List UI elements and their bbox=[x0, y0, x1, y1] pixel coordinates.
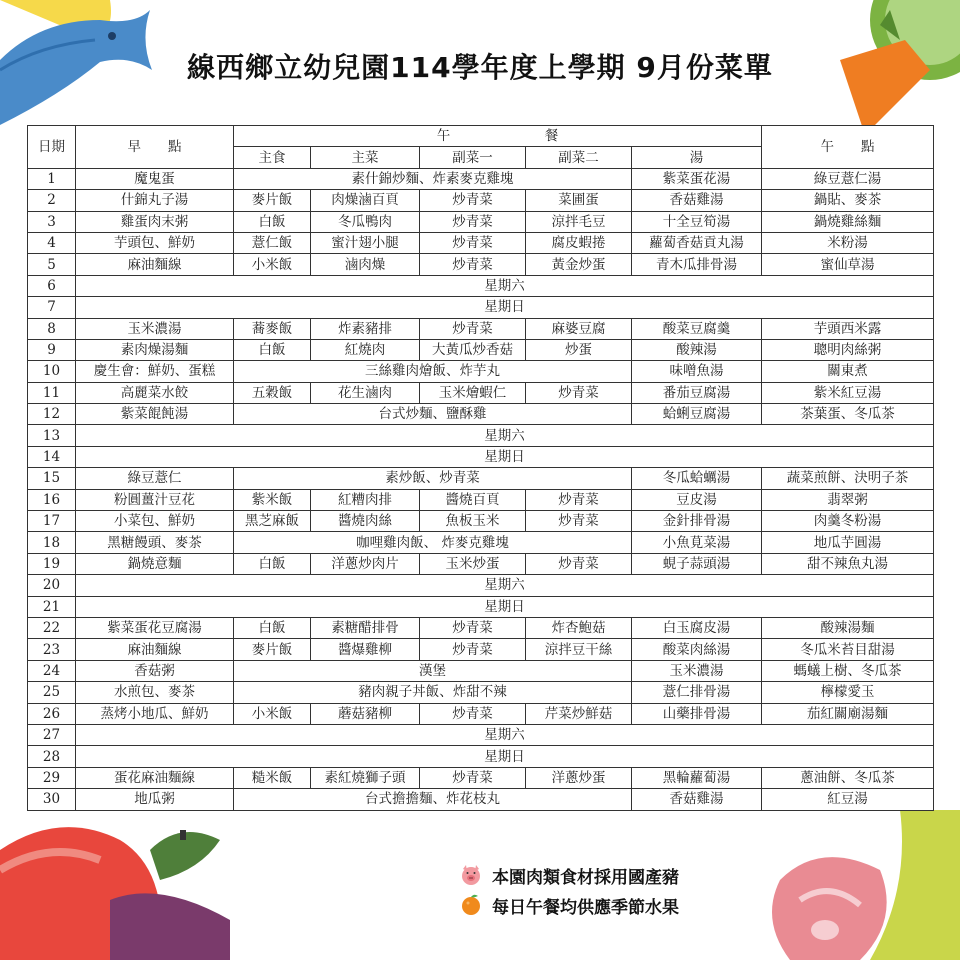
side-dish1-cell: 醬燒百頁 bbox=[420, 489, 526, 510]
menu-row bbox=[28, 639, 934, 660]
breakfast-cell: 慶生會：鮮奶、蛋糕 bbox=[76, 361, 234, 382]
soup-cell: 薏仁排骨湯 bbox=[632, 682, 762, 703]
main-dish-cell: 滷肉燥 bbox=[311, 254, 420, 275]
soup-cell: 酸菜豆腐羹 bbox=[632, 318, 762, 339]
weekend-cell: 星期日 bbox=[76, 446, 934, 467]
soup-cell: 黑輪蘿蔔湯 bbox=[632, 767, 762, 788]
staple-cell: 麥片飯 bbox=[234, 639, 311, 660]
date-cell: 10 bbox=[28, 361, 76, 382]
header-side2: 副菜二 bbox=[526, 147, 632, 168]
soup-cell: 香菇雞湯 bbox=[632, 190, 762, 211]
staple-cell: 黑芝麻飯 bbox=[234, 511, 311, 532]
orange-icon bbox=[458, 894, 484, 916]
snack-cell: 肉羹冬粉湯 bbox=[762, 511, 934, 532]
snack-cell: 茶葉蛋、冬瓜茶 bbox=[762, 404, 934, 425]
main-dish-cell: 紅糟肉排 bbox=[311, 489, 420, 510]
snack-cell: 鍋貼、麥茶 bbox=[762, 190, 934, 211]
header-main: 主菜 bbox=[311, 147, 420, 168]
snack-cell: 甜不辣魚丸湯 bbox=[762, 553, 934, 574]
side-dish1-cell: 炒青菜 bbox=[420, 190, 526, 211]
side-dish1-cell: 魚板玉米 bbox=[420, 511, 526, 532]
side-dish2-cell: 涼拌毛豆 bbox=[526, 211, 632, 232]
side-dish1-cell: 炒青菜 bbox=[420, 767, 526, 788]
snack-cell: 綠豆薏仁湯 bbox=[762, 168, 934, 189]
side-dish2-cell: 炒蛋 bbox=[526, 339, 632, 360]
breakfast-cell: 蛋花麻油麵線 bbox=[76, 767, 234, 788]
lunch-combined-cell: 豬肉親子丼飯、炸甜不辣 bbox=[234, 682, 632, 703]
meat-illustration bbox=[760, 810, 960, 960]
staple-cell: 小米飯 bbox=[234, 703, 311, 724]
menu-body bbox=[28, 168, 934, 810]
weekend-cell: 星期六 bbox=[76, 425, 934, 446]
snack-cell: 芋頭西米露 bbox=[762, 318, 934, 339]
side-dish2-cell: 涼拌豆干絲 bbox=[526, 639, 632, 660]
date-cell: 19 bbox=[28, 553, 76, 574]
menu-row bbox=[28, 232, 934, 253]
menu-row bbox=[28, 339, 934, 360]
soup-cell: 酸菜肉絲湯 bbox=[632, 639, 762, 660]
menu-row bbox=[28, 511, 934, 532]
soup-cell: 蜆子蒜頭湯 bbox=[632, 553, 762, 574]
side-dish2-cell: 炒青菜 bbox=[526, 382, 632, 403]
breakfast-cell: 素肉燥湯麵 bbox=[76, 339, 234, 360]
date-cell: 24 bbox=[28, 660, 76, 681]
lunch-combined-cell: 素炒飯、炒青菜 bbox=[234, 468, 632, 489]
main-dish-cell: 素糖醋排骨 bbox=[311, 617, 420, 638]
side-dish1-cell: 玉米燴蝦仁 bbox=[420, 382, 526, 403]
snack-cell: 酸辣湯麵 bbox=[762, 617, 934, 638]
main-dish-cell: 素紅燒獅子頭 bbox=[311, 767, 420, 788]
snack-cell: 蔥油餅、冬瓜茶 bbox=[762, 767, 934, 788]
header-breakfast: 早 點 bbox=[76, 126, 234, 169]
breakfast-cell: 鍋燒意麵 bbox=[76, 553, 234, 574]
menu-row bbox=[28, 767, 934, 788]
date-cell: 6 bbox=[28, 275, 76, 296]
weekend-cell: 星期六 bbox=[76, 724, 934, 745]
pig-icon bbox=[458, 864, 484, 886]
menu-row bbox=[28, 297, 934, 318]
lunch-combined-cell: 咖哩雞肉飯、 炸麥克雞塊 bbox=[234, 532, 632, 553]
side-dish1-cell: 炒青菜 bbox=[420, 318, 526, 339]
soup-cell: 味噌魚湯 bbox=[632, 361, 762, 382]
staple-cell: 五穀飯 bbox=[234, 382, 311, 403]
staple-cell: 糙米飯 bbox=[234, 767, 311, 788]
soup-cell: 冬瓜蛤蠣湯 bbox=[632, 468, 762, 489]
date-cell: 20 bbox=[28, 575, 76, 596]
menu-row bbox=[28, 553, 934, 574]
date-cell: 1 bbox=[28, 168, 76, 189]
date-cell: 22 bbox=[28, 617, 76, 638]
note-fruit-text: 每日午餐均供應季節水果 bbox=[492, 897, 679, 918]
side-dish1-cell: 炒青菜 bbox=[420, 639, 526, 660]
breakfast-cell: 芋頭包、鮮奶 bbox=[76, 232, 234, 253]
soup-cell: 十全豆筍湯 bbox=[632, 211, 762, 232]
note-pork-text: 本園肉類食材採用國產豬 bbox=[492, 867, 679, 888]
menu-row bbox=[28, 382, 934, 403]
main-dish-cell: 冬瓜鴨肉 bbox=[311, 211, 420, 232]
menu-row bbox=[28, 425, 934, 446]
snack-cell: 螞蟻上樹、冬瓜茶 bbox=[762, 660, 934, 681]
side-dish2-cell: 炒青菜 bbox=[526, 553, 632, 574]
date-cell: 4 bbox=[28, 232, 76, 253]
breakfast-cell: 水煎包、麥茶 bbox=[76, 682, 234, 703]
weekend-cell: 星期六 bbox=[76, 575, 934, 596]
lunch-combined-cell: 素什錦炒麵、炸素麥克雞塊 bbox=[234, 168, 632, 189]
soup-cell: 香菇雞湯 bbox=[632, 789, 762, 810]
breakfast-cell: 什錦丸子湯 bbox=[76, 190, 234, 211]
menu-table bbox=[27, 125, 934, 811]
snack-cell: 茄紅關廟湯麵 bbox=[762, 703, 934, 724]
snack-cell: 蔬菜煎餅、決明子茶 bbox=[762, 468, 934, 489]
side-dish2-cell: 菜圃蛋 bbox=[526, 190, 632, 211]
menu-row bbox=[28, 789, 934, 810]
staple-cell: 小米飯 bbox=[234, 254, 311, 275]
soup-cell: 玉米濃湯 bbox=[632, 660, 762, 681]
side-dish2-cell: 麻婆豆腐 bbox=[526, 318, 632, 339]
date-cell: 25 bbox=[28, 682, 76, 703]
side-dish1-cell: 炒青菜 bbox=[420, 232, 526, 253]
side-dish1-cell: 炒青菜 bbox=[420, 703, 526, 724]
staple-cell: 白飯 bbox=[234, 211, 311, 232]
lunch-combined-cell: 三絲雞肉燴飯、炸芋丸 bbox=[234, 361, 632, 382]
menu-row bbox=[28, 211, 934, 232]
date-cell: 3 bbox=[28, 211, 76, 232]
breakfast-cell: 粉圓薑汁豆花 bbox=[76, 489, 234, 510]
date-cell: 11 bbox=[28, 382, 76, 403]
breakfast-cell: 小菜包、鮮奶 bbox=[76, 511, 234, 532]
header-lunch: 午 餐 bbox=[234, 126, 762, 147]
snack-cell: 米粉湯 bbox=[762, 232, 934, 253]
lunch-combined-cell: 台式炒麵、鹽酥雞 bbox=[234, 404, 632, 425]
soup-cell: 紫菜蛋花湯 bbox=[632, 168, 762, 189]
weekend-cell: 星期日 bbox=[76, 596, 934, 617]
date-cell: 5 bbox=[28, 254, 76, 275]
weekend-cell: 星期日 bbox=[76, 746, 934, 767]
date-cell: 8 bbox=[28, 318, 76, 339]
menu-row bbox=[28, 489, 934, 510]
page-title: 線西鄉立幼兒園114學年度上學期 9月份菜單 bbox=[187, 51, 773, 84]
breakfast-cell: 玉米濃湯 bbox=[76, 318, 234, 339]
menu-row bbox=[28, 532, 934, 553]
soup-cell: 蘿蔔香菇貢丸湯 bbox=[632, 232, 762, 253]
menu-row bbox=[28, 254, 934, 275]
side-dish2-cell: 芹菜炒鮮菇 bbox=[526, 703, 632, 724]
footnotes bbox=[458, 860, 679, 920]
soup-cell: 金針排骨湯 bbox=[632, 511, 762, 532]
soup-cell: 番茄豆腐湯 bbox=[632, 382, 762, 403]
menu-row bbox=[28, 318, 934, 339]
soup-cell: 豆皮湯 bbox=[632, 489, 762, 510]
menu-row bbox=[28, 617, 934, 638]
main-dish-cell: 洋蔥炒肉片 bbox=[311, 553, 420, 574]
menu-row bbox=[28, 575, 934, 596]
soup-cell: 青木瓜排骨湯 bbox=[632, 254, 762, 275]
staple-cell: 麥片飯 bbox=[234, 190, 311, 211]
soup-cell: 白玉腐皮湯 bbox=[632, 617, 762, 638]
date-cell: 17 bbox=[28, 511, 76, 532]
side-dish1-cell: 大黃瓜炒香菇 bbox=[420, 339, 526, 360]
main-dish-cell: 蘑菇豬柳 bbox=[311, 703, 420, 724]
side-dish2-cell: 炒青菜 bbox=[526, 511, 632, 532]
weekend-cell: 星期六 bbox=[76, 275, 934, 296]
menu-row bbox=[28, 596, 934, 617]
breakfast-cell: 地瓜粥 bbox=[76, 789, 234, 810]
header-side1: 副菜一 bbox=[420, 147, 526, 168]
menu-row bbox=[28, 682, 934, 703]
date-cell: 28 bbox=[28, 746, 76, 767]
snack-cell: 檸檬愛玉 bbox=[762, 682, 934, 703]
snack-cell: 翡翠粥 bbox=[762, 489, 934, 510]
staple-cell: 蕎麥飯 bbox=[234, 318, 311, 339]
snack-cell: 地瓜芋圓湯 bbox=[762, 532, 934, 553]
staple-cell: 白飯 bbox=[234, 553, 311, 574]
date-cell: 29 bbox=[28, 767, 76, 788]
breakfast-cell: 雞蛋肉末粥 bbox=[76, 211, 234, 232]
snack-cell: 蜜仙草湯 bbox=[762, 254, 934, 275]
soup-cell: 酸辣湯 bbox=[632, 339, 762, 360]
date-cell: 18 bbox=[28, 532, 76, 553]
menu-row bbox=[28, 404, 934, 425]
staple-cell: 白飯 bbox=[234, 339, 311, 360]
menu-row bbox=[28, 724, 934, 745]
main-dish-cell: 肉燥滷百頁 bbox=[311, 190, 420, 211]
header-snack: 午 點 bbox=[762, 126, 934, 169]
lunch-combined-cell: 漢堡 bbox=[234, 660, 632, 681]
date-cell: 15 bbox=[28, 468, 76, 489]
breakfast-cell: 黑糖饅頭、麥茶 bbox=[76, 532, 234, 553]
breakfast-cell: 綠豆薏仁 bbox=[76, 468, 234, 489]
breakfast-cell: 香菇粥 bbox=[76, 660, 234, 681]
header-soup: 湯 bbox=[632, 147, 762, 168]
main-dish-cell: 蜜汁翅小腿 bbox=[311, 232, 420, 253]
date-cell: 7 bbox=[28, 297, 76, 318]
soup-cell: 蛤蜊豆腐湯 bbox=[632, 404, 762, 425]
menu-row bbox=[28, 468, 934, 489]
main-dish-cell: 炸素豬排 bbox=[311, 318, 420, 339]
side-dish2-cell: 洋蔥炒蛋 bbox=[526, 767, 632, 788]
menu-row bbox=[28, 361, 934, 382]
side-dish1-cell: 炒青菜 bbox=[420, 617, 526, 638]
header-staple: 主食 bbox=[234, 147, 311, 168]
soup-cell: 山藥排骨湯 bbox=[632, 703, 762, 724]
date-cell: 27 bbox=[28, 724, 76, 745]
main-dish-cell: 醬燒肉絲 bbox=[311, 511, 420, 532]
header-date: 日期 bbox=[28, 126, 76, 169]
date-cell: 9 bbox=[28, 339, 76, 360]
snack-cell: 鍋燒雞絲麵 bbox=[762, 211, 934, 232]
menu-row bbox=[28, 275, 934, 296]
lunch-combined-cell: 台式擔擔麵、炸花枝丸 bbox=[234, 789, 632, 810]
breakfast-cell: 麻油麵線 bbox=[76, 639, 234, 660]
weekend-cell: 星期日 bbox=[76, 297, 934, 318]
date-cell: 13 bbox=[28, 425, 76, 446]
main-dish-cell: 醬爆雞柳 bbox=[311, 639, 420, 660]
date-cell: 30 bbox=[28, 789, 76, 810]
snack-cell: 紅豆湯 bbox=[762, 789, 934, 810]
snack-cell: 紫米紅豆湯 bbox=[762, 382, 934, 403]
snack-cell: 冬瓜米苔目甜湯 bbox=[762, 639, 934, 660]
menu-row bbox=[28, 746, 934, 767]
snack-cell: 聰明肉絲粥 bbox=[762, 339, 934, 360]
side-dish1-cell: 玉米炒蛋 bbox=[420, 553, 526, 574]
date-cell: 2 bbox=[28, 190, 76, 211]
breakfast-cell: 魔鬼蛋 bbox=[76, 168, 234, 189]
apple-illustration bbox=[0, 810, 280, 960]
breakfast-cell: 高麗菜水餃 bbox=[76, 382, 234, 403]
side-dish2-cell: 炸杏鮑菇 bbox=[526, 617, 632, 638]
snack-cell: 關東煮 bbox=[762, 361, 934, 382]
note-pork bbox=[458, 860, 679, 890]
date-cell: 26 bbox=[28, 703, 76, 724]
staple-cell: 紫米飯 bbox=[234, 489, 311, 510]
date-cell: 12 bbox=[28, 404, 76, 425]
breakfast-cell: 麻油麵線 bbox=[76, 254, 234, 275]
breakfast-cell: 紫菜蛋花豆腐湯 bbox=[76, 617, 234, 638]
breakfast-cell: 蒸烤小地瓜、鮮奶 bbox=[76, 703, 234, 724]
side-dish1-cell: 炒青菜 bbox=[420, 211, 526, 232]
side-dish2-cell: 腐皮蝦捲 bbox=[526, 232, 632, 253]
note-fruit bbox=[458, 890, 679, 920]
menu-row bbox=[28, 190, 934, 211]
date-cell: 21 bbox=[28, 596, 76, 617]
side-dish2-cell: 黃金炒蛋 bbox=[526, 254, 632, 275]
soup-cell: 小魚莧菜湯 bbox=[632, 532, 762, 553]
menu-row bbox=[28, 446, 934, 467]
main-dish-cell: 花生滷肉 bbox=[311, 382, 420, 403]
breakfast-cell: 紫菜餛飩湯 bbox=[76, 404, 234, 425]
menu-row bbox=[28, 660, 934, 681]
menu-row bbox=[28, 168, 934, 189]
side-dish1-cell: 炒青菜 bbox=[420, 254, 526, 275]
staple-cell: 白飯 bbox=[234, 617, 311, 638]
date-cell: 23 bbox=[28, 639, 76, 660]
staple-cell: 薏仁飯 bbox=[234, 232, 311, 253]
side-dish2-cell: 炒青菜 bbox=[526, 489, 632, 510]
menu-row bbox=[28, 703, 934, 724]
main-dish-cell: 紅燒肉 bbox=[311, 339, 420, 360]
date-cell: 16 bbox=[28, 489, 76, 510]
date-cell: 14 bbox=[28, 446, 76, 467]
